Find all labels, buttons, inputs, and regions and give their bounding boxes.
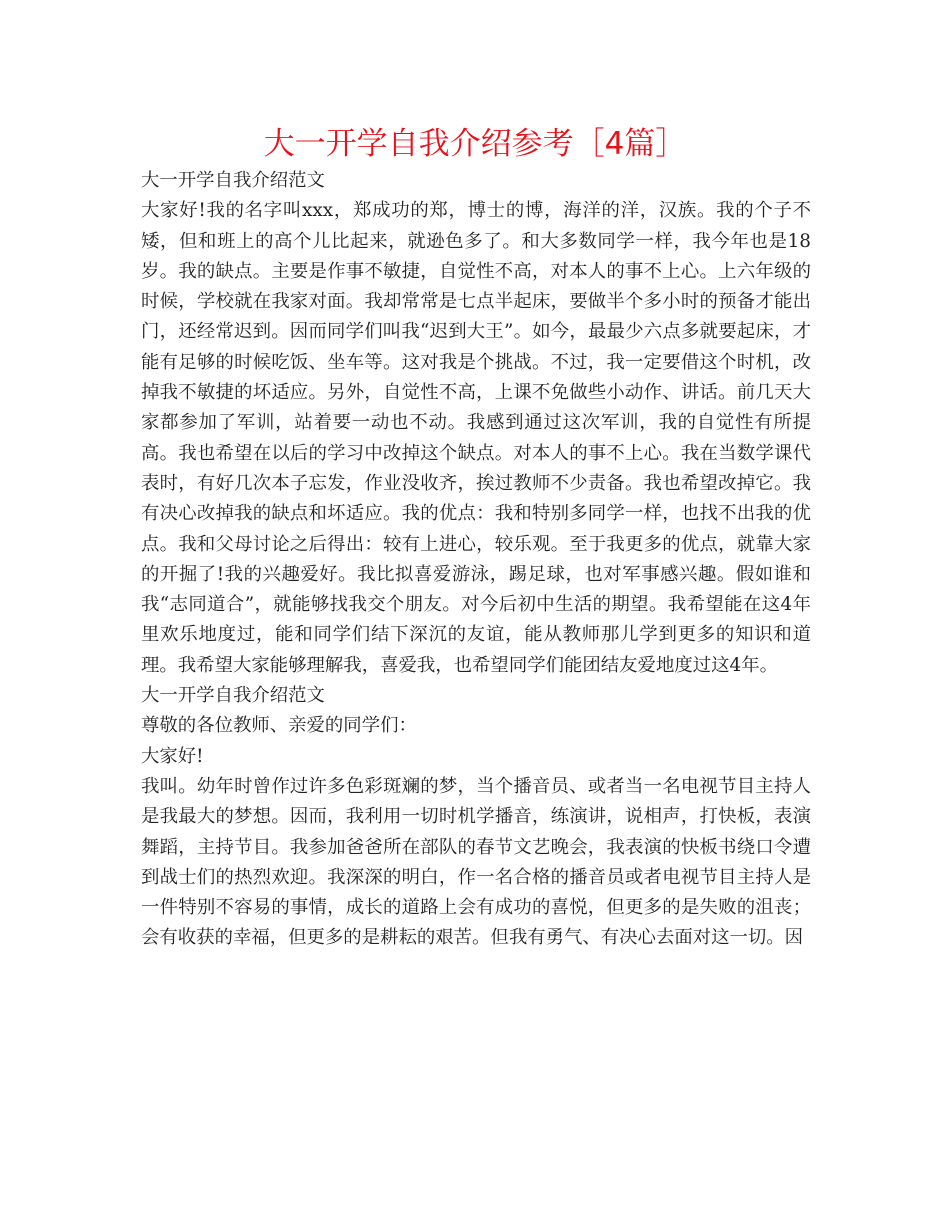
salutation: 尊敬的各位教师、亲爱的同学们： bbox=[141, 715, 417, 737]
body-paragraph: 我叫。幼年时曾作过许多色彩斑斓的梦，当个播音员、或者当一名电视节目主持人是我最大的梦想。因而，我利用一切时机学播音，练演讲，说相声，打快板，表演舞蹈，主持节目。我参加爸爸所在部队的春节文艺晚会，我表演的快板书绕口令遭到战士们的热烈欢迎。我深深的明白，作一名合格的播音员或者电视节目主持人是一件特别不容易的事情，成长的道路上会有成功的喜悦，但更多的是失败的沮丧；会有收获的幸福，但更多的是耕耘的艰苦。但我有勇气、有决心去面对这一切。因 bbox=[141, 775, 811, 949]
greeting: 大家好! bbox=[141, 745, 204, 767]
document-title: 大一开学自我介绍参考［4篇］ bbox=[263, 126, 687, 162]
body-paragraph: 大家好!我的名字叫xxx，郑成功的郑，博士的博，海洋的洋，汉族。我的个子不矮，但和班上的高个儿比起来，就逊色多了。和大多数同学一样，我今年也是18岁。我的缺点。主要是作事不敏捷，自觉性不高，对本人的事不上心。上六年级的时候，学校就在我家对面。我却常常是七点半起床，要做半个多小时的预备才能出门，还经常迟到。因而同学们叫我“迟到大王”。如今，最最少六点多就要起床，才能有足够的时候吃饭、坐车等。这对我是个挑战。不过，我一定要借这个时机，改掉我不敏捷的坏适应。另外，自觉性不高，上课不免做些小动作、讲话。前几天大家都参加了军训，站着要一动也不动。我感到通过这次军训，我的自觉性有所提高。我也希望在以后的学习中改掉这个缺点。对本人的事不上心。我在当数学课代表时，有好几次本子忘发，作业没收齐，挨过教师不少责备。我也希望改掉它。我有决心改掉我的缺点和坏适应。我的优点：我和特别多同学一样，也找不出我的优点。我和父母讨论之后得出：较有上进心，较乐观。至于我更多的优点，就靠大家的开掘了!我的兴趣爱好。我比拟喜爱游泳，踢足球，也对军事感兴趣。假如谁和我“志同道合”，就能够找我交个朋友。对今后初中生活的期望。我希望能在这4年里欢乐地度过，能和同学们结下深沉的友谊，能从教师那儿学到更多的知识和道理。我希望大家能够理解我，喜爱我，也希望同学们能团结友爱地度过这4年。 bbox=[141, 200, 811, 676]
section-heading: 大一开学自我介绍范文 bbox=[141, 685, 325, 707]
section-heading: 大一开学自我介绍范文 bbox=[141, 170, 325, 191]
document-body bbox=[141, 166, 811, 954]
